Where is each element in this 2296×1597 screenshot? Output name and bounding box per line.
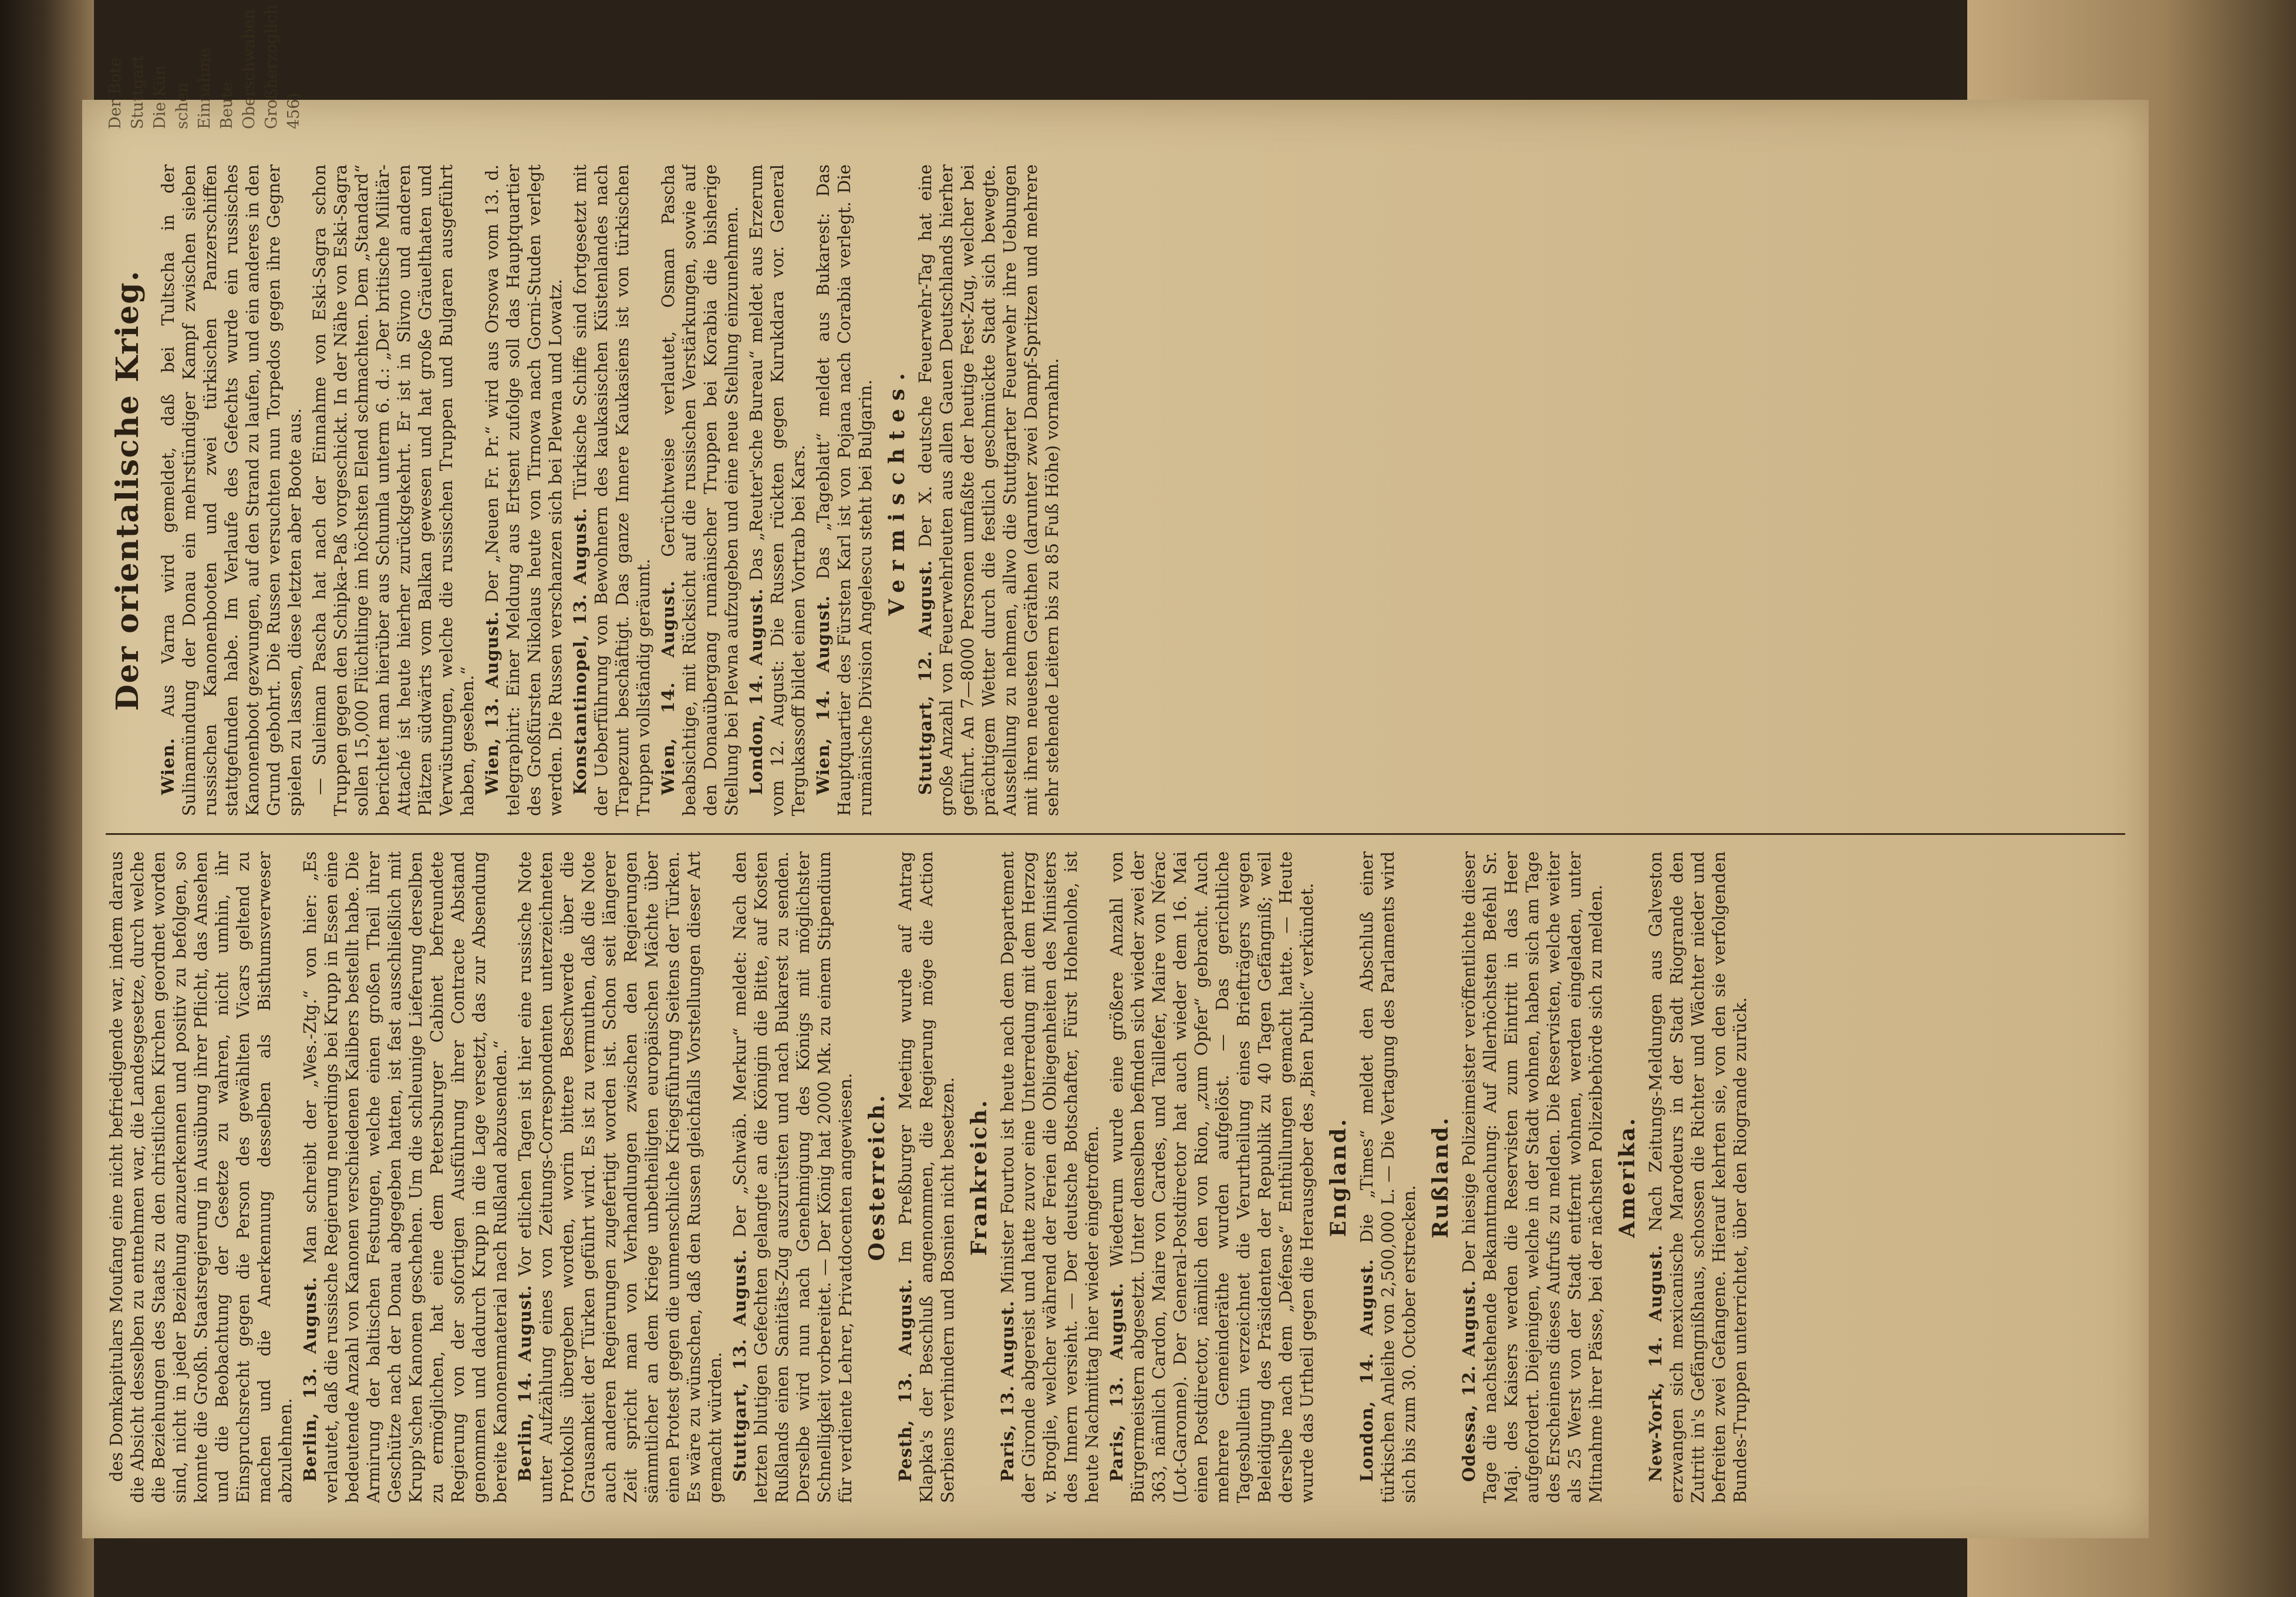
- news-paragraph: [106, 851, 296, 1503]
- dateline: Odessa, 12. August.: [1459, 1279, 1479, 1482]
- paragraph-text: Die „Times“ meldet den Abschluß einer türkischen Anleihe von 2,500,000 L. — Die Vertagung des Parlaments wird sich bis zum 30. October erstrecken.: [1357, 851, 1419, 1503]
- fragment-line: Einnahme: [195, 48, 214, 129]
- dateline: Stuttgart, 12. August.: [915, 560, 935, 795]
- paragraph-text: Vor etlichen Tagen ist hier eine russische Note unter Aufzählung eines von Zeitungs-Correspondenten unterzeichneten Protokolls übergeben worden, worin bittere Beschwerde über die Grausamkeit der Türken geführt wird. Es ist zu vermuthen, daß die Note auch anderen Regierungen zugefertigt worden ist. Schon seit längerer Zeit spricht man von Verhandlungen zwischen den Regierungen sämmtlicher an dem Kriege unbetheiligten europäischen Mächte über einen Protest gegen die unmenschliche Kriegsführung Seitens der Türken. Es wäre zu wünschen, daß den Russen gleichfalls Vorstellungen dieser Art gemacht würden.: [515, 851, 725, 1503]
- paragraph-text: Das „Reuter'sche Bureau“ meldet aus Erzerum vom 12. August: Die Russen rückten gegen Kurukdara vor. General Tergukassoff bildet einen Vortrab bei Kars.: [746, 164, 808, 816]
- paragraph-text: des Domkapitulars Moufang eine nicht befriedigende war, indem daraus die Absicht desselben zu entnehmen war, die Landesgesetze, durch welche die Beziehungen des Staats zu den christlichen Kirchen geordnet worden sind, nicht in jeder Beziehung anzuerkennen und positiv zu befolgen, so konnte die Großh. Staatsregierung in Ausübung ihrer Pflicht, das Ansehen und die Beobachtung der Gesetze zu wahren, nicht umhin, ihr Einspruchsrecht gegen die Person des gewählten Vicars geltend zu machen und die Anerkennung desselben als Bisthumsverweser abzulehnen.: [106, 851, 295, 1503]
- paragraph-text: Nach Zeitungs-Meldungen aus Galveston erzwangen sich mexicanische Marodeurs in der Stadt Riogrande den Zutritt in's Gefängnißhaus, schossen die Richter und Wächter nieder und befreiten zwei Gefangene. Hierauf kehrten sie, von den sie verfolgenden Bundes-Truppen unterrichtet, über den Riogrande zurück.: [1646, 851, 1750, 1503]
- fragment-line: Großherzoglich: [262, 4, 281, 129]
- news-paragraph: [481, 164, 566, 816]
- section-heading: Vermischtes.: [885, 365, 909, 616]
- news-paragraph: [1458, 851, 1606, 1503]
- paragraph-text: Türkische Schiffe sind fortgesetzt mit der Ueberführung von Bewohnern des kaukasischen Küstenlandes nach Trapezunt beschäftigt. Das ganze Innere Kaukasiens ist von türkischen Truppen vollständig geräumt.: [570, 164, 653, 816]
- section-heading: Oesterreich.: [865, 1093, 889, 1261]
- fragment-line: Die Kün: [151, 65, 169, 129]
- section-heading: Amerika.: [1615, 1116, 1640, 1238]
- dateline: Berlin, 14. August.: [515, 1285, 535, 1482]
- news-paragraph: [658, 164, 742, 816]
- left-text-column: [106, 851, 2125, 1503]
- news-paragraph: [569, 164, 654, 816]
- dateline: Paris, 13. August.: [1107, 1282, 1127, 1482]
- news-paragraph: [299, 851, 511, 1503]
- news-paragraph: [729, 851, 856, 1503]
- news-paragraph: [1106, 851, 1317, 1503]
- dateline: Pesth, 13. August.: [895, 1278, 915, 1482]
- news-paragraph: [157, 164, 305, 816]
- right-text-column-fragment: [106, 0, 2125, 129]
- fragment-line: Stuttgart: [129, 55, 147, 129]
- middle-text-column: [106, 164, 2125, 816]
- news-paragraph: [746, 164, 809, 816]
- news-paragraph: [895, 851, 958, 1503]
- paragraph-text: Gerüchtweise verlautet, Osman Pascha beabsichtige, mit Rücksicht auf die russischen Verstärkungen, sowie auf den Donauübergang rumänischer Truppen bei Korabia die bisherige Stellung bei Plewna aufzugeben und eine neue Stellung einzunehmen.: [658, 164, 741, 816]
- dateline: Wien, 13. August.: [482, 611, 502, 795]
- column-divider: [106, 833, 2125, 835]
- section-heading: Rußland.: [1428, 1116, 1453, 1239]
- dateline: New-York, 14. August.: [1646, 1244, 1665, 1482]
- paragraph-text: Wiederum wurde eine größere Anzahl von Bürgermeistern abgesetzt. Unter denselben befinden sich wieder zwei der 363, nämlich Cardon, Maire von Cardes, und Taillefer, Maire von Nérac (Lot-Garonne). Der General-Postdirector hat auch wieder dem 16. Mai einen Postdirector, nämlich den von Rion, „zum Opfer“ gebracht. Auch mehrere Gemeinderäthe wurden aufgelöst. — Das gerichtliche Tagesbulletin verzeichnet die Verurtheilung eines Briefträgers wegen Beleidigung des Präsidenten der Republik zu 40 Tagen Gefängniß; weil derselbe nach dem „Défense“ Enthüllungen gemacht hatte. — Heute wurde das Urtheil gegen die Herausgeber des „Bien Public“ verkündet.: [1107, 851, 1317, 1503]
- section-heading: England.: [1326, 1117, 1351, 1237]
- news-paragraph: [1356, 851, 1420, 1503]
- dateline: Wien, 14. August.: [813, 595, 833, 795]
- paragraph-text: Aus Varna wird gemeldet, daß bei Tultscha in der Sulinamündung der Donau ein mehrstündiger Kampf zwischen sieben russischen Kanonenbooten und zwei türkischen Panzerschiffen stattgefunden habe. Im Verlaufe des Gefechts wurde ein russisches Kanonenboot gezwungen, auf den Strand zu laufen, und ein anderes in den Grund gebohrt. Die Russen versuchten nun Torpedos gegen ihre Gegner spielen zu lassen, diese letzten aber Boote aus.: [158, 164, 305, 816]
- news-paragraph: [1645, 851, 1751, 1503]
- dateline: Berlin, 13. August.: [300, 1276, 320, 1482]
- newspaper-page: [82, 4, 2149, 1538]
- fragment-line: schen: [173, 82, 191, 129]
- book-binding-edge: [0, 0, 94, 1597]
- dateline: London, 14. August.: [1357, 1258, 1377, 1482]
- news-paragraph: [812, 164, 876, 816]
- paragraph-text: Das „Tageblatt“ meldet aus Bukarest: Das Hauptquartier des Fürsten Karl ist von Pojana nach Corabia verlegt. Die rumänische Division Angelescu steht bei Bulgarin.: [813, 164, 875, 816]
- paragraph-text: Der X. deutsche Feuerwehr-Tag hat eine große Anzahl von Feuerwehrleuten aus allen Gauen Deutschlands hierher geführt. An 7—8000 Personen umfaßte der heutige Fest-Zug, welcher bei prächtigem Wetter durch die festlich geschmückte Stadt sich bewegte. Ausstellung zu nehmen, allwo die Stuttgarter Feuerwehr ihre Uebungen mit ihren neuesten Geräthen (darunter zwei Dampf-Spritzen und mehrere sehr stehende Leitern bis zu 85 Fuß Höhe) vornahm.: [915, 164, 1062, 816]
- news-paragraph: [309, 164, 478, 816]
- paragraph-text: Minister Fourtou ist heute nach dem Departement der Gironde abgereist und hatte zuvor eine Unterredung mit dem Herzog v. Broglie, welcher während der Ferien die Obliegenheiten des Ministers des Innern versieht. — Der deutsche Botschafter, Fürst Hohenlohe, ist heute Nachmittag hier wieder eingetroffen.: [997, 851, 1102, 1503]
- dateline: London, 14. August.: [746, 588, 766, 795]
- dateline: Stuttgart, 13. August.: [730, 1248, 750, 1482]
- fragment-line: Oberschwaben: [240, 9, 258, 129]
- dateline: Wien.: [158, 737, 178, 795]
- paragraph-text: — Suleiman Pascha hat nach der Einnahme von Eski-Sagra schon Truppen gegen den Schipka-Paß vorgeschickt. In der Nähe von Eski-Sagra sollen 15,000 Flüchtlinge im höchsten Elend schmachten. Dem „Standard“ berichtet man hierüber aus Schumla unterm 6. d.: „Der britische Militär-Attaché ist heute hierher zurückgekehrt. Er ist in Slivno und anderen Plätzen südwärts vom Balkan gewesen und hat große Gräuelthaten und Verwüstungen, welche die russischen Truppen und Bulgaren ausgeführt haben, gesehen.“: [309, 164, 477, 816]
- paragraph-text: Der „Schwäb. Merkur“ meldet: Nach den letzten blutigen Gefechten gelangte an die Königin die Bitte, auf Kosten Rußlands einen Sanitäts-Zug auszurüsten und nach Bukarest zu senden. Derselbe wird nun nach Genehmigung des Königs mit möglichster Schnelligkeit vorbereitet. — Der König hat 2000 Mk. zu einem Stipendium für verdiente Lehrer, Privatdocenten angewiesen.: [730, 851, 855, 1503]
- fragment-line: Beute: [218, 82, 236, 129]
- dateline: Wien, 14. August.: [658, 580, 678, 795]
- paragraph-text: Im Preßburger Meeting wurde auf Antrag Klapka's der Beschluß angenommen, die Regierung möge die Action Serbiens verhindern und Bosnien nicht besetzen.: [895, 851, 957, 1503]
- dateline: Paris, 13. August.: [997, 1300, 1017, 1482]
- dateline: Konstantinopel, 13. August.: [570, 507, 590, 795]
- section-heading: Frankreich.: [967, 1099, 992, 1256]
- article-title: Der orientalische Krieg.: [110, 269, 146, 711]
- paragraph-text: Der „Neuen Fr. Pr.“ wird aus Orsowa vom 13. d. telegraphirt: Einer Meldung aus Ertsent zufolge soll das Hauptquartier des Großfürsten Nikolaus heute von Tirnowa nach Gorni-Studen verlegt werden. Die Russen verschanzen sich bei Plewna und Lowatz.: [482, 164, 565, 816]
- paragraph-text: Man schreibt der „Wes.-Ztg.“ von hier: „Es verlautet, daß die russische Regierung neuerdings bei Krupp in Essen eine bedeutende Anzahl von Kanonen verschiedenen Kalibers bestellt habe. Die Armirung der baltischen Festungen, welche einen großen Theil ihrer Geschütze nach der Donau abgegeben hatten, ist fast ausschließlich mit Krupp'schen Kanonen geschehen. Um die schleunige Lieferung derselben zu ermöglichen, hat eine dem Petersburger Cabinet befreundete Regierung von der sofortigen Ausführung ihrer Contracte Abstand genommen und dadurch Krupp in die Lage versetzt, das zur Absendung bereite Kanonenmaterial nach Rußland abzusenden.“: [300, 851, 510, 1503]
- fragment-line: Der Bote: [106, 57, 124, 129]
- paragraph-text: Der hiesige Polizeimeister veröffentlichte dieser Tage die nachstehende Bekanntmachung: Auf Allerhöchsten Befehl Sr. Maj. des Kaisers werden die Reservisten zum Eintritt in das Heer aufgefordert. Diejenigen, welche in der Stadt wohnen, haben sich am Tage des Erscheinens dieses Aufrufs zu melden. Die Reservisten, welche weiter als 25 Werst von der Stadt entfernt wohnen, werden eingeladen, unter Mitnahme ihrer Pässe, bei der nächsten Polizeibehörde sich zu melden.: [1459, 851, 1606, 1503]
- news-paragraph: [997, 851, 1103, 1503]
- fragment-line: 456): [285, 92, 303, 129]
- news-paragraph: [514, 851, 726, 1503]
- news-paragraph: [915, 164, 1063, 816]
